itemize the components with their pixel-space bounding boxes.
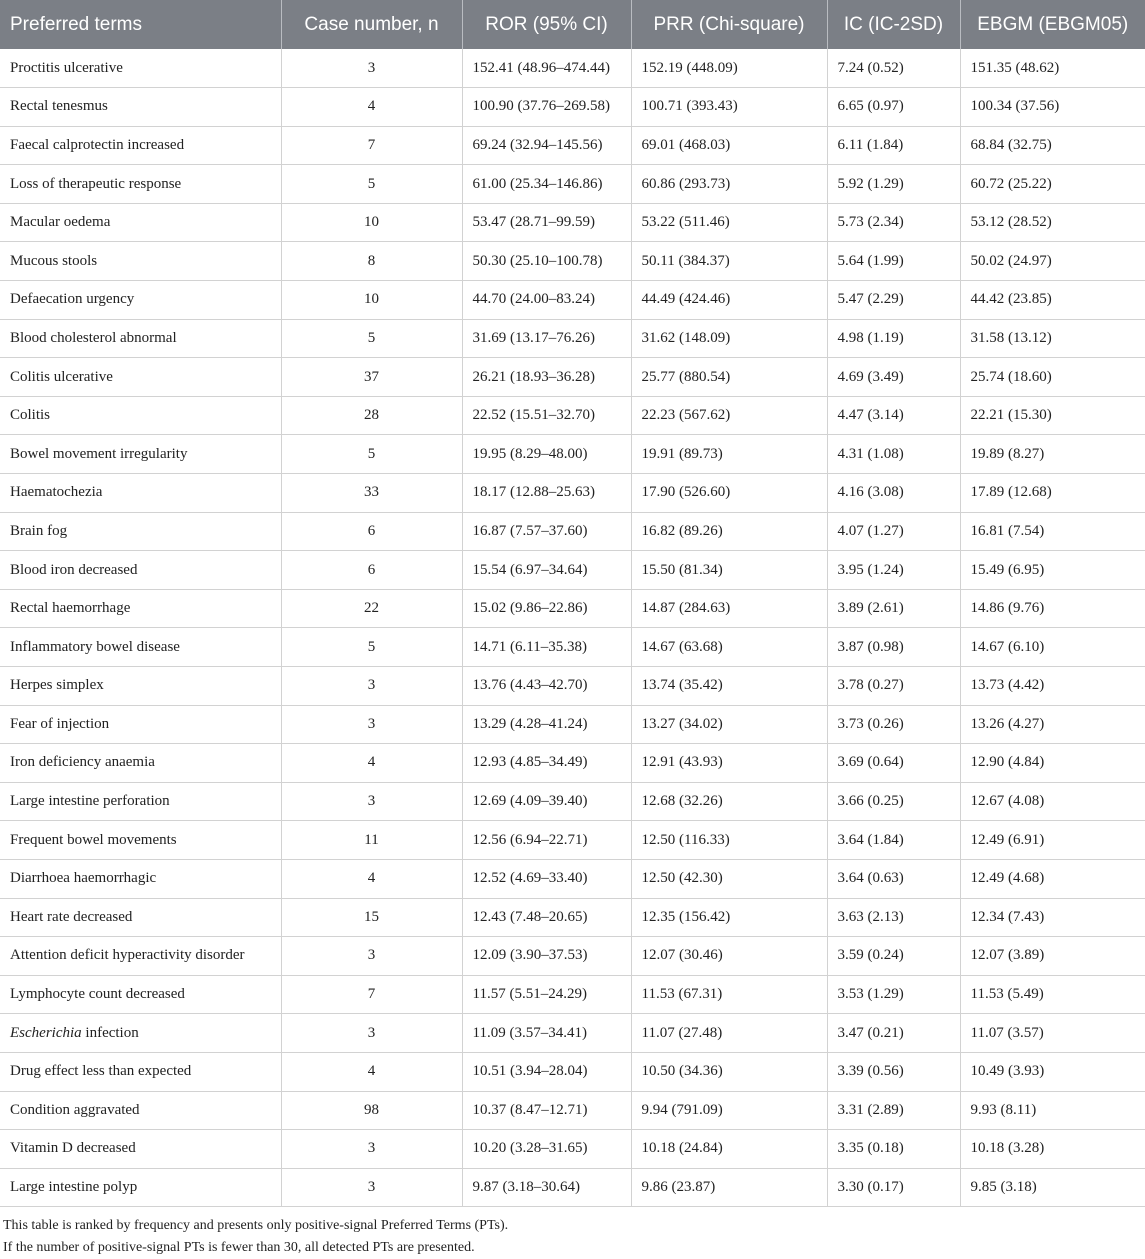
cell-prr: 17.90 (526.60) [631,474,827,513]
cell-case-number: 10 [281,281,462,320]
cell-ebgm: 9.85 (3.18) [960,1168,1145,1207]
cell-ror: 9.87 (3.18–30.64) [462,1168,631,1207]
header-row [0,0,1145,49]
cell-preferred-term: Proctitis ulcerative [10,59,123,76]
cell-preferred-term: Large intestine perforation [10,793,170,810]
cell-preferred-term: Lymphocyte count decreased [10,986,185,1003]
cell-prr: 9.94 (791.09) [631,1091,827,1130]
table-row [0,705,1145,744]
cell-ic: 3.53 (1.29) [827,975,960,1014]
table-row [0,126,1145,165]
cell-prr: 152.19 (448.09) [631,49,827,88]
table-row [0,1014,1145,1053]
cell-preferred-term [0,1014,281,1053]
cell-ic: 5.73 (2.34) [827,203,960,242]
table-row [0,474,1145,513]
cell-preferred-term: Colitis [10,407,51,424]
cell-case-number: 4 [281,88,462,127]
cell-preferred-term: Colitis ulcerative [10,368,113,385]
cell-ebgm: 9.93 (8.11) [960,1091,1145,1130]
header-ic: IC (IC-2SD) [827,0,960,49]
table-row [0,937,1145,976]
cell-case-number: 3 [281,705,462,744]
cell-ic: 6.65 (0.97) [827,88,960,127]
cell-case-number: 3 [281,49,462,88]
cell-ebgm: 50.02 (24.97) [960,242,1145,281]
cell-prr: 12.68 (32.26) [631,782,827,821]
header-ror: ROR (95% CI) [462,0,631,49]
cell-preferred-term: Iron deficiency anaemia [10,754,155,771]
table-row [0,782,1145,821]
table-row [0,358,1145,397]
cell-preferred-term: Drug effect less than expected [10,1063,192,1080]
table-row [0,203,1145,242]
cell-prr: 15.50 (81.34) [631,551,827,590]
cell-ic: 3.31 (2.89) [827,1091,960,1130]
cell-ic: 3.66 (0.25) [827,782,960,821]
cell-preferred-term: Haematochezia [10,484,103,501]
table-row [0,165,1145,204]
cell-ic: 3.87 (0.98) [827,628,960,667]
cell-ror: 12.52 (4.69–33.40) [462,859,631,898]
cell-preferred-term: Fear of injection [10,715,110,732]
cell-preferred-term-italic: Escherichia [10,1024,82,1041]
cell-case-number: 5 [281,165,462,204]
cell-prr: 12.50 (116.33) [631,821,827,860]
table-row [0,551,1145,590]
cell-prr: 12.91 (43.93) [631,744,827,783]
cell-prr: 12.35 (156.42) [631,898,827,937]
cell-ic: 3.64 (0.63) [827,859,960,898]
cell-ebgm: 12.90 (4.84) [960,744,1145,783]
table-row [0,88,1145,127]
cell-prr: 50.11 (384.37) [631,242,827,281]
cell-ic: 3.35 (0.18) [827,1130,960,1169]
table-row [0,49,1145,88]
cell-ror: 12.69 (4.09–39.40) [462,782,631,821]
cell-ic: 3.64 (1.84) [827,821,960,860]
cell-preferred-term: Faecal calprotectin increased [10,136,185,153]
cell-ebgm: 12.34 (7.43) [960,898,1145,937]
cell-ic: 4.69 (3.49) [827,358,960,397]
cell-ror: 100.90 (37.76–269.58) [462,88,631,127]
cell-case-number: 33 [281,474,462,513]
cell-ror: 15.54 (6.97–34.64) [462,551,631,590]
cell-ebgm: 25.74 (18.60) [960,358,1145,397]
cell-ror: 13.76 (4.43–42.70) [462,667,631,706]
cell-ebgm: 12.67 (4.08) [960,782,1145,821]
cell-prr: 16.82 (89.26) [631,512,827,551]
cell-ebgm: 14.86 (9.76) [960,589,1145,628]
cell-ic: 3.78 (0.27) [827,667,960,706]
cell-ror: 11.57 (5.51–24.29) [462,975,631,1014]
cell-ic: 3.63 (2.13) [827,898,960,937]
cell-case-number: 5 [281,319,462,358]
table-row [0,628,1145,667]
cell-prr: 31.62 (148.09) [631,319,827,358]
header-preferred-terms: Preferred terms [10,13,142,35]
cell-ror: 12.93 (4.85–34.49) [462,744,631,783]
cell-prr: 11.53 (67.31) [631,975,827,1014]
cell-case-number: 15 [281,898,462,937]
table-row [0,1130,1145,1169]
cell-case-number: 98 [281,1091,462,1130]
cell-prr: 25.77 (880.54) [631,358,827,397]
cell-ror: 10.51 (3.94–28.04) [462,1052,631,1091]
cell-preferred-term: Macular oedema [10,214,111,231]
cell-prr: 13.74 (35.42) [631,667,827,706]
table-row [0,589,1145,628]
cell-preferred-term: Diarrhoea haemorrhagic [10,870,157,887]
cell-ror: 22.52 (15.51–32.70) [462,396,631,435]
cell-ic: 4.07 (1.27) [827,512,960,551]
header-ebgm: EBGM (EBGM05) [960,0,1145,49]
cell-preferred-term-rest: infection [81,1024,139,1041]
cell-ebgm: 11.07 (3.57) [960,1014,1145,1053]
cell-prr: 22.23 (567.62) [631,396,827,435]
cell-prr: 44.49 (424.46) [631,281,827,320]
cell-preferred-term: Blood cholesterol abnormal [10,329,177,346]
cell-preferred-term: Rectal haemorrhage [10,600,131,617]
cell-case-number: 3 [281,782,462,821]
cell-case-number: 5 [281,435,462,474]
cell-ic: 3.89 (2.61) [827,589,960,628]
cell-ebgm: 19.89 (8.27) [960,435,1145,474]
cell-prr: 60.86 (293.73) [631,165,827,204]
cell-ebgm: 14.67 (6.10) [960,628,1145,667]
cell-ebgm: 53.12 (28.52) [960,203,1145,242]
cell-case-number: 7 [281,975,462,1014]
cell-prr: 12.50 (42.30) [631,859,827,898]
table-row [0,435,1145,474]
cell-prr: 13.27 (34.02) [631,705,827,744]
cell-ebgm: 68.84 (32.75) [960,126,1145,165]
cell-ebgm: 151.35 (48.62) [960,49,1145,88]
cell-ebgm: 100.34 (37.56) [960,88,1145,127]
cell-preferred-term: Attention deficit hyperactivity disorder [10,947,245,964]
header-prr: PRR (Chi-square) [631,0,827,49]
table-row [0,821,1145,860]
cell-prr: 19.91 (89.73) [631,435,827,474]
table-row [0,1091,1145,1130]
table-row [0,396,1145,435]
cell-case-number: 8 [281,242,462,281]
cell-preferred-term: Bowel movement irregularity [10,445,188,462]
cell-case-number: 4 [281,744,462,783]
cell-case-number: 7 [281,126,462,165]
cell-ic: 3.39 (0.56) [827,1052,960,1091]
cell-ebgm: 12.49 (4.68) [960,859,1145,898]
cell-ic: 4.98 (1.19) [827,319,960,358]
table-row [0,1052,1145,1091]
cell-case-number: 4 [281,859,462,898]
table-row [0,744,1145,783]
cell-preferred-term: Vitamin D decreased [10,1140,136,1157]
cell-ror: 26.21 (18.93–36.28) [462,358,631,397]
cell-ebgm: 10.49 (3.93) [960,1052,1145,1091]
cell-ic: 3.95 (1.24) [827,551,960,590]
cell-ebgm: 13.73 (4.42) [960,667,1145,706]
cell-prr: 14.87 (284.63) [631,589,827,628]
cell-ror: 12.09 (3.90–37.53) [462,937,631,976]
cell-prr: 100.71 (393.43) [631,88,827,127]
cell-case-number: 3 [281,667,462,706]
cell-case-number: 22 [281,589,462,628]
cell-preferred-term: Brain fog [10,522,68,539]
cell-ebgm: 12.49 (6.91) [960,821,1145,860]
cell-ror: 31.69 (13.17–76.26) [462,319,631,358]
header-case-number: Case number, n [281,0,462,49]
cell-ebgm: 16.81 (7.54) [960,512,1145,551]
cell-prr: 14.67 (63.68) [631,628,827,667]
cell-ror: 12.56 (6.94–22.71) [462,821,631,860]
cell-preferred-term: Blood iron decreased [10,561,138,578]
cell-ic: 4.16 (3.08) [827,474,960,513]
cell-ror: 12.43 (7.48–20.65) [462,898,631,937]
footnote-threshold: If the number of positive-signal PTs is fewer than 30, all detected PTs are presented. [3,1240,475,1256]
table-row [0,898,1145,937]
table-row [0,975,1145,1014]
cell-ebgm: 11.53 (5.49) [960,975,1145,1014]
cell-preferred-term: Heart rate decreased [10,908,133,925]
cell-ror: 152.41 (48.96–474.44) [462,49,631,88]
table-body [0,49,1145,1207]
cell-preferred-term: Frequent bowel movements [10,831,177,848]
cell-ror: 61.00 (25.34–146.86) [462,165,631,204]
cell-case-number: 10 [281,203,462,242]
cell-ic: 5.64 (1.99) [827,242,960,281]
cell-case-number: 3 [281,1130,462,1169]
cell-case-number: 28 [281,396,462,435]
cell-prr: 53.22 (511.46) [631,203,827,242]
cell-ebgm: 31.58 (13.12) [960,319,1145,358]
cell-ebgm: 10.18 (3.28) [960,1130,1145,1169]
cell-case-number: 3 [281,1168,462,1207]
cell-preferred-term: Loss of therapeutic response [10,175,182,192]
cell-ic: 6.11 (1.84) [827,126,960,165]
cell-ror: 18.17 (12.88–25.63) [462,474,631,513]
cell-ror: 16.87 (7.57–37.60) [462,512,631,551]
cell-ror: 50.30 (25.10–100.78) [462,242,631,281]
cell-ebgm: 12.07 (3.89) [960,937,1145,976]
table-row [0,281,1145,320]
cell-ic: 7.24 (0.52) [827,49,960,88]
cell-prr: 12.07 (30.46) [631,937,827,976]
cell-prr: 11.07 (27.48) [631,1014,827,1053]
cell-ic: 3.30 (0.17) [827,1168,960,1207]
cell-prr: 10.50 (34.36) [631,1052,827,1091]
cell-ror: 14.71 (6.11–35.38) [462,628,631,667]
cell-ror: 15.02 (9.86–22.86) [462,589,631,628]
footnote-ranking: This table is ranked by frequency and presents only positive-signal Preferred Terms (PTs). [3,1218,509,1234]
cell-case-number: 37 [281,358,462,397]
cell-ic: 5.47 (2.29) [827,281,960,320]
cell-case-number: 11 [281,821,462,860]
cell-preferred-term: Defaecation urgency [10,291,135,308]
cell-ebgm: 44.42 (23.85) [960,281,1145,320]
cell-ebgm: 17.89 (12.68) [960,474,1145,513]
cell-ror: 10.20 (3.28–31.65) [462,1130,631,1169]
cell-preferred-term: Rectal tenesmus [10,98,108,115]
table-row [0,242,1145,281]
cell-ic: 3.73 (0.26) [827,705,960,744]
cell-preferred-term: Condition aggravated [10,1101,140,1118]
table-row [0,512,1145,551]
cell-case-number: 6 [281,551,462,590]
cell-ic: 5.92 (1.29) [827,165,960,204]
cell-ror: 13.29 (4.28–41.24) [462,705,631,744]
cell-ebgm: 15.49 (6.95) [960,551,1145,590]
cell-case-number: 3 [281,1014,462,1053]
cell-ror: 10.37 (8.47–12.71) [462,1091,631,1130]
cell-ic: 3.59 (0.24) [827,937,960,976]
cell-ebgm: 22.21 (15.30) [960,396,1145,435]
cell-ror: 19.95 (8.29–48.00) [462,435,631,474]
cell-preferred-term: Large intestine polyp [10,1179,138,1196]
table-row [0,859,1145,898]
cell-ic: 4.31 (1.08) [827,435,960,474]
cell-preferred-term: Inflammatory bowel disease [10,638,180,655]
cell-preferred-term: Mucous stools [10,252,98,269]
cell-ror: 11.09 (3.57–34.41) [462,1014,631,1053]
cell-case-number: 3 [281,937,462,976]
cell-ror: 53.47 (28.71–99.59) [462,203,631,242]
cell-preferred-term: Herpes simplex [10,677,104,694]
cell-prr: 10.18 (24.84) [631,1130,827,1169]
cell-prr: 9.86 (23.87) [631,1168,827,1207]
cell-ic: 4.47 (3.14) [827,396,960,435]
cell-ic: 3.69 (0.64) [827,744,960,783]
cell-ebgm: 60.72 (25.22) [960,165,1145,204]
cell-case-number: 6 [281,512,462,551]
cell-case-number: 5 [281,628,462,667]
cell-ror: 69.24 (32.94–145.56) [462,126,631,165]
table-row [0,667,1145,706]
cell-case-number: 4 [281,1052,462,1091]
cell-ebgm: 13.26 (4.27) [960,705,1145,744]
table-footnotes [0,1207,1145,1259]
cell-ic: 3.47 (0.21) [827,1014,960,1053]
table-row [0,1168,1145,1207]
cell-prr: 69.01 (468.03) [631,126,827,165]
cell-ror: 44.70 (24.00–83.24) [462,281,631,320]
table-row [0,319,1145,358]
